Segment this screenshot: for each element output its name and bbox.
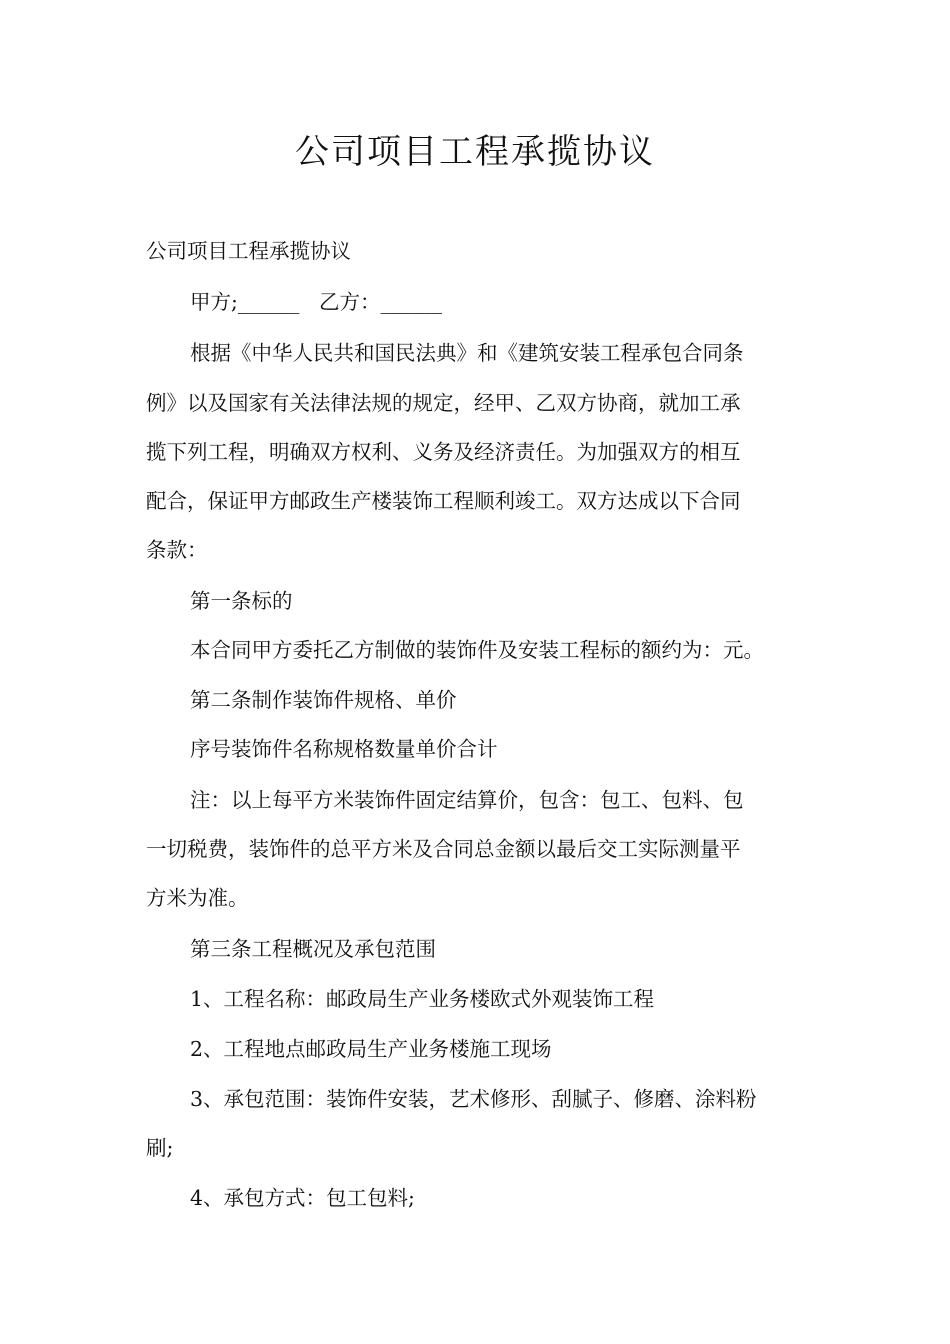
list-item: 4、承包方式：包工包料; [190, 1186, 415, 1210]
article3-heading: 第三条工程概况及承包范围 [190, 937, 436, 961]
list-item: 3、承包范围：装饰件安装，艺术修形、刮腻子、修磨、涂料粉 [190, 1087, 757, 1111]
list-item-continuation: 刷; [146, 1136, 174, 1160]
article2-table-header: 序号装饰件名称规格数量单价合计 [190, 737, 498, 761]
document-title: 公司项目工程承揽协议 [295, 132, 655, 172]
article1-body: 本合同甲方委托乙方制做的装饰件及安装工程标的额约为：元。 [190, 638, 764, 662]
article1-heading: 第一条标的 [190, 589, 293, 613]
party-a-label: 甲方; [190, 290, 238, 314]
intro-line: 根据《中华人民共和国民法典》和《建筑安装工程承包合同条 [190, 341, 744, 365]
intro-line: 揽下列工程，明确双方权利、义务及经济责任。为加强双方的相互 [146, 440, 741, 464]
party-b-blank: ______ [380, 290, 442, 314]
note-line: 方米为准。 [146, 886, 249, 910]
note-line: 注：以上每平方米装饰件固定结算价，包含：包工、包料、包 [190, 788, 744, 812]
party-a-blank: ______ [237, 290, 300, 314]
list-item: 1、工程名称：邮政局生产业务楼欧式外观装饰工程 [190, 987, 655, 1011]
party-b-label: 乙方： [318, 290, 381, 314]
intro-line: 条款： [146, 538, 208, 562]
intro-line: 例》以及国家有关法律法规的规定，经甲、乙双方协商，就加工承 [146, 391, 741, 415]
parties-line [190, 288, 806, 316]
article2-heading: 第二条制作装饰件规格、单价 [190, 688, 457, 712]
document-subtitle: 公司项目工程承揽协议 [146, 239, 351, 263]
list-item: 2、工程地点邮政局生产业务楼施工现场 [190, 1037, 552, 1061]
note-line: 一切税费，装饰件的总平方米及合同总金额以最后交工实际测量平 [146, 837, 741, 861]
intro-line: 配合，保证甲方邮政生产楼装饰工程顺利竣工。双方达成以下合同 [146, 489, 741, 513]
